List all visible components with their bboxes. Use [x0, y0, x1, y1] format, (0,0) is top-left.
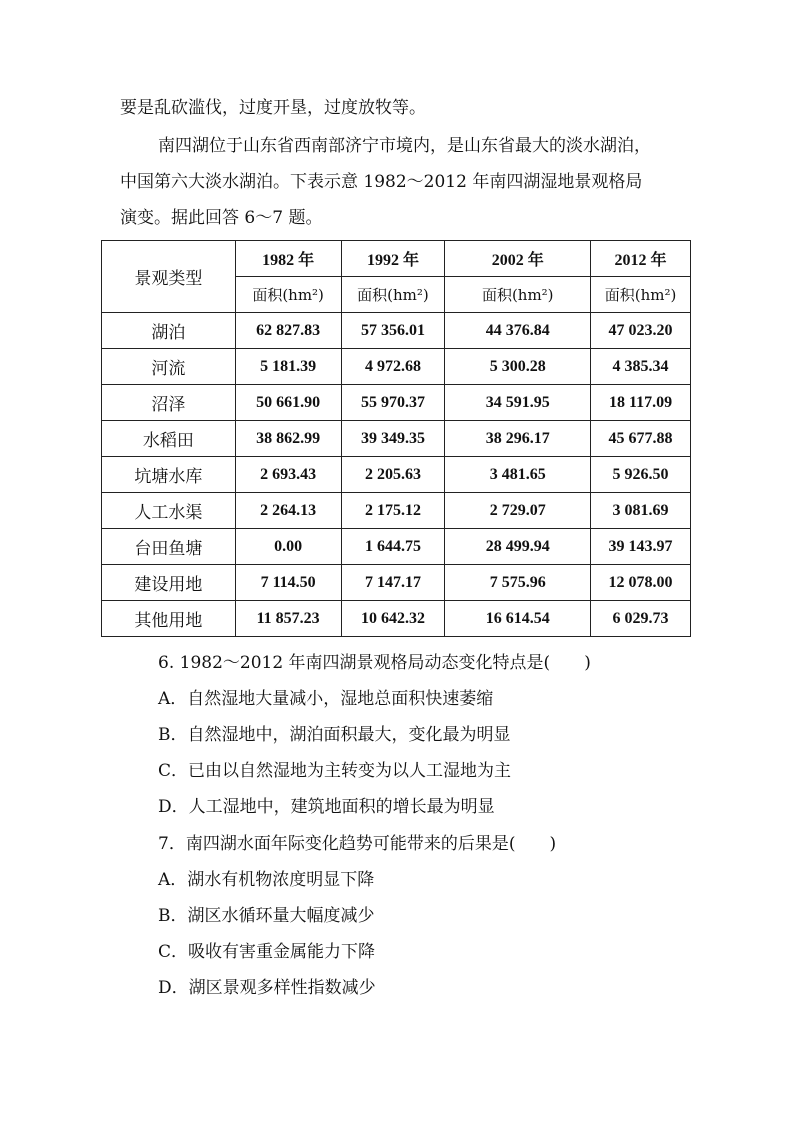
question-7-option-b: B．湖区水循环量大幅度减少: [158, 906, 375, 926]
header-year: 2002 年: [445, 241, 591, 277]
table-row: [102, 313, 691, 349]
intro-line-1: 南四湖位于山东省西南部济宁市境内，是山东省最大的淡水湖泊，: [158, 136, 651, 156]
question-6-text: 6. 1982～2012 年南四湖景观格局动态变化特点是(: [158, 653, 551, 673]
area-cell: 55 970.37: [341, 385, 445, 421]
row-type-label: 湖泊: [102, 313, 236, 349]
area-cell: 18 117.09: [591, 385, 691, 421]
area-cell: 38 862.99: [235, 421, 341, 457]
table-row: [102, 385, 691, 421]
table-header-row: [102, 241, 691, 277]
header-landscape-type: 景观类型: [102, 241, 236, 313]
row-type-label: 其他用地: [102, 601, 236, 637]
question-7-close: ): [549, 834, 557, 854]
question-6-option-b: B．自然湿地中，湖泊面积最大，变化最为明显: [158, 725, 511, 745]
row-type-label: 台田鱼塘: [102, 529, 236, 565]
header-year: 2012 年: [591, 241, 691, 277]
question-7-text: 7．南四湖水面年际变化趋势可能带来的后果是(: [158, 834, 516, 854]
question-6-close: ): [584, 653, 591, 673]
area-cell: 10 642.32: [341, 601, 445, 637]
header-unit: 面积(hm²): [445, 277, 591, 313]
area-cell: 5 926.50: [591, 457, 691, 493]
area-cell: 38 296.17: [445, 421, 591, 457]
area-cell: 34 591.95: [445, 385, 591, 421]
header-year: 1982 年: [235, 241, 341, 277]
question-7-stem: [158, 834, 556, 854]
area-cell: 11 857.23: [235, 601, 341, 637]
wetland-landscape-table: [101, 240, 691, 637]
area-cell: 2 693.43: [235, 457, 341, 493]
area-cell: 39 143.97: [591, 529, 691, 565]
row-type-label: 建设用地: [102, 565, 236, 601]
area-cell: 6 029.73: [591, 601, 691, 637]
header-unit: 面积(hm²): [341, 277, 445, 313]
table-row: [102, 565, 691, 601]
area-cell: 5 181.39: [235, 349, 341, 385]
intro-line-3: 演变。据此回答 6～7 题。: [120, 208, 323, 228]
header-unit: 面积(hm²): [591, 277, 691, 313]
header-year: 1992 年: [341, 241, 445, 277]
table-row: [102, 457, 691, 493]
row-type-label: 人工水渠: [102, 493, 236, 529]
intro-line-2: 中国第六大淡水湖泊。下表示意 1982～2012 年南四湖湿地景观格局: [120, 172, 643, 192]
area-cell: 0.00: [235, 529, 341, 565]
area-cell: 4 972.68: [341, 349, 445, 385]
area-cell: 45 677.88: [591, 421, 691, 457]
area-cell: 47 023.20: [591, 313, 691, 349]
question-6-option-d: D．人工湿地中，建筑地面积的增长最为明显: [158, 797, 495, 817]
row-type-label: 水稻田: [102, 421, 236, 457]
area-cell: 50 661.90: [235, 385, 341, 421]
question-6-stem: [158, 653, 591, 673]
area-cell: 1 644.75: [341, 529, 445, 565]
table-row: [102, 601, 691, 637]
question-7-option-a: A．湖水有机物浓度明显下降: [158, 870, 375, 890]
table-row: [102, 529, 691, 565]
area-cell: 2 264.13: [235, 493, 341, 529]
area-cell: 44 376.84: [445, 313, 591, 349]
question-6-option-a: A．自然湿地大量减小，湿地总面积快速萎缩: [158, 689, 494, 709]
area-cell: 2 729.07: [445, 493, 591, 529]
area-cell: 2 175.12: [341, 493, 445, 529]
area-cell: 7 575.96: [445, 565, 591, 601]
area-cell: 3 081.69: [591, 493, 691, 529]
area-cell: 7 147.17: [341, 565, 445, 601]
area-cell: 12 078.00: [591, 565, 691, 601]
area-cell: 7 114.50: [235, 565, 341, 601]
row-type-label: 河流: [102, 349, 236, 385]
area-cell: 57 356.01: [341, 313, 445, 349]
question-7-option-c: C．吸收有害重金属能力下降: [158, 942, 376, 962]
area-cell: 3 481.65: [445, 457, 591, 493]
intro-line-0: 要是乱砍滥伐，过度开垦，过度放牧等。: [120, 98, 426, 118]
header-unit: 面积(hm²): [235, 277, 341, 313]
area-cell: 39 349.35: [341, 421, 445, 457]
question-6-option-c: C．已由以自然湿地为主转变为以人工湿地为主: [158, 761, 512, 781]
area-cell: 16 614.54: [445, 601, 591, 637]
table-row: [102, 493, 691, 529]
area-cell: 4 385.34: [591, 349, 691, 385]
question-7-option-d: D．湖区景观多样性指数减少: [158, 978, 376, 998]
area-cell: 2 205.63: [341, 457, 445, 493]
table-row: [102, 349, 691, 385]
area-cell: 28 499.94: [445, 529, 591, 565]
row-type-label: 坑塘水库: [102, 457, 236, 493]
area-cell: 62 827.83: [235, 313, 341, 349]
area-cell: 5 300.28: [445, 349, 591, 385]
table-row: [102, 421, 691, 457]
row-type-label: 沼泽: [102, 385, 236, 421]
